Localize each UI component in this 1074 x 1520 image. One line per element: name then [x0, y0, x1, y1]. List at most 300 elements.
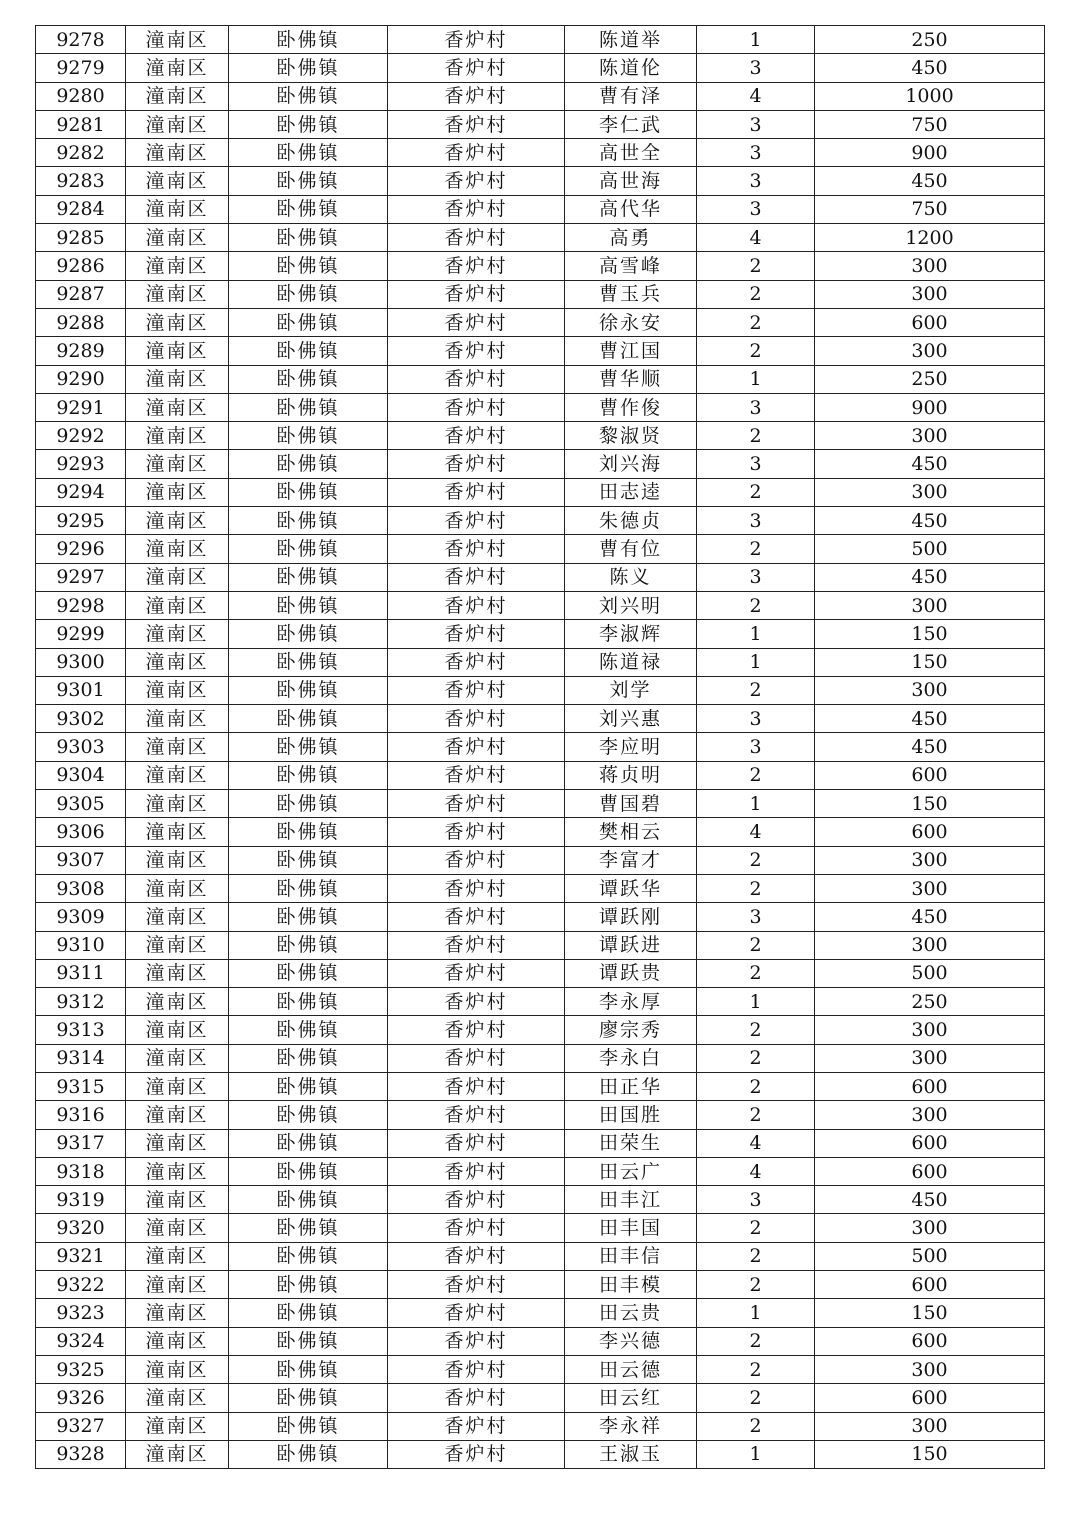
- cell-town: 卧佛镇: [229, 1129, 388, 1157]
- cell-village: 香炉村: [388, 1412, 565, 1440]
- cell-village: 香炉村: [388, 337, 565, 365]
- cell-town: 卧佛镇: [229, 676, 388, 704]
- cell-district: 潼南区: [126, 393, 229, 421]
- cell-town: 卧佛镇: [229, 818, 388, 846]
- table-row: [36, 82, 1045, 110]
- cell-name: 曹作俊: [565, 393, 697, 421]
- cell-name: 谭跃进: [565, 931, 697, 959]
- cell-count: 2: [697, 252, 815, 280]
- cell-count: 3: [697, 705, 815, 733]
- cell-name: 刘兴海: [565, 450, 697, 478]
- table-row: [36, 1129, 1045, 1157]
- cell-amount: 600: [815, 818, 1045, 846]
- cell-number: 9300: [36, 648, 126, 676]
- cell-amount: 300: [815, 1044, 1045, 1072]
- cell-village: 香炉村: [388, 563, 565, 591]
- cell-town: 卧佛镇: [229, 1440, 388, 1468]
- cell-village: 香炉村: [388, 620, 565, 648]
- cell-amount: 450: [815, 705, 1045, 733]
- cell-town: 卧佛镇: [229, 1355, 388, 1383]
- cell-number: 9278: [36, 26, 126, 54]
- cell-district: 潼南区: [126, 874, 229, 902]
- cell-amount: 300: [815, 1101, 1045, 1129]
- cell-town: 卧佛镇: [229, 1072, 388, 1100]
- cell-number: 9288: [36, 308, 126, 336]
- cell-town: 卧佛镇: [229, 1384, 388, 1412]
- cell-name: 田云红: [565, 1384, 697, 1412]
- cell-district: 潼南区: [126, 959, 229, 987]
- cell-amount: 900: [815, 139, 1045, 167]
- cell-name: 李永厚: [565, 988, 697, 1016]
- cell-count: 2: [697, 308, 815, 336]
- cell-district: 潼南区: [126, 1044, 229, 1072]
- cell-village: 香炉村: [388, 1101, 565, 1129]
- cell-number: 9321: [36, 1242, 126, 1270]
- cell-name: 田志逵: [565, 478, 697, 506]
- cell-district: 潼南区: [126, 1299, 229, 1327]
- cell-number: 9293: [36, 450, 126, 478]
- cell-amount: 150: [815, 620, 1045, 648]
- cell-count: 1: [697, 1299, 815, 1327]
- cell-count: 3: [697, 450, 815, 478]
- cell-village: 香炉村: [388, 1384, 565, 1412]
- cell-count: 3: [697, 110, 815, 138]
- cell-number: 9305: [36, 790, 126, 818]
- cell-name: 曹有位: [565, 535, 697, 563]
- cell-number: 9292: [36, 422, 126, 450]
- cell-name: 田丰模: [565, 1271, 697, 1299]
- table-row: [36, 1242, 1045, 1270]
- cell-count: 2: [697, 1016, 815, 1044]
- cell-name: 高代华: [565, 195, 697, 223]
- cell-village: 香炉村: [388, 1440, 565, 1468]
- cell-number: 9290: [36, 365, 126, 393]
- cell-name: 谭跃刚: [565, 903, 697, 931]
- cell-name: 曹国碧: [565, 790, 697, 818]
- table-row: [36, 790, 1045, 818]
- cell-town: 卧佛镇: [229, 1299, 388, 1327]
- cell-count: 4: [697, 1129, 815, 1157]
- cell-amount: 600: [815, 1072, 1045, 1100]
- cell-number: 9316: [36, 1101, 126, 1129]
- cell-village: 香炉村: [388, 393, 565, 421]
- table-row: [36, 535, 1045, 563]
- cell-district: 潼南区: [126, 1016, 229, 1044]
- cell-village: 香炉村: [388, 252, 565, 280]
- cell-amount: 750: [815, 195, 1045, 223]
- table-row: [36, 874, 1045, 902]
- cell-count: 2: [697, 1214, 815, 1242]
- cell-district: 潼南区: [126, 139, 229, 167]
- cell-town: 卧佛镇: [229, 365, 388, 393]
- cell-count: 2: [697, 874, 815, 902]
- cell-number: 9298: [36, 591, 126, 619]
- cell-count: 3: [697, 54, 815, 82]
- cell-district: 潼南区: [126, 507, 229, 535]
- cell-count: 3: [697, 733, 815, 761]
- cell-name: 李应明: [565, 733, 697, 761]
- cell-number: 9282: [36, 139, 126, 167]
- cell-count: 2: [697, 959, 815, 987]
- cell-village: 香炉村: [388, 1044, 565, 1072]
- table-row: [36, 1214, 1045, 1242]
- cell-name: 谭跃华: [565, 874, 697, 902]
- table-row: [36, 478, 1045, 506]
- cell-count: 2: [697, 1327, 815, 1355]
- cell-amount: 250: [815, 26, 1045, 54]
- cell-village: 香炉村: [388, 733, 565, 761]
- cell-town: 卧佛镇: [229, 563, 388, 591]
- cell-town: 卧佛镇: [229, 620, 388, 648]
- table-row: [36, 110, 1045, 138]
- cell-town: 卧佛镇: [229, 535, 388, 563]
- cell-name: 蒋贞明: [565, 761, 697, 789]
- table-row: [36, 1384, 1045, 1412]
- cell-number: 9327: [36, 1412, 126, 1440]
- table-row: [36, 450, 1045, 478]
- cell-amount: 300: [815, 846, 1045, 874]
- cell-count: 2: [697, 422, 815, 450]
- cell-number: 9325: [36, 1355, 126, 1383]
- cell-village: 香炉村: [388, 874, 565, 902]
- cell-district: 潼南区: [126, 280, 229, 308]
- table-row: [36, 139, 1045, 167]
- cell-town: 卧佛镇: [229, 252, 388, 280]
- cell-amount: 450: [815, 167, 1045, 195]
- cell-number: 9314: [36, 1044, 126, 1072]
- cell-name: 田云贵: [565, 1299, 697, 1327]
- cell-village: 香炉村: [388, 82, 565, 110]
- cell-town: 卧佛镇: [229, 988, 388, 1016]
- cell-town: 卧佛镇: [229, 195, 388, 223]
- cell-amount: 300: [815, 1214, 1045, 1242]
- cell-number: 9313: [36, 1016, 126, 1044]
- cell-number: 9311: [36, 959, 126, 987]
- cell-town: 卧佛镇: [229, 1271, 388, 1299]
- cell-district: 潼南区: [126, 365, 229, 393]
- cell-count: 3: [697, 507, 815, 535]
- cell-number: 9328: [36, 1440, 126, 1468]
- cell-town: 卧佛镇: [229, 591, 388, 619]
- table-row: [36, 1440, 1045, 1468]
- cell-district: 潼南区: [126, 478, 229, 506]
- cell-town: 卧佛镇: [229, 903, 388, 931]
- cell-village: 香炉村: [388, 1129, 565, 1157]
- cell-village: 香炉村: [388, 846, 565, 874]
- cell-number: 9287: [36, 280, 126, 308]
- cell-village: 香炉村: [388, 507, 565, 535]
- cell-district: 潼南区: [126, 1101, 229, 1129]
- cell-name: 曹有泽: [565, 82, 697, 110]
- cell-district: 潼南区: [126, 422, 229, 450]
- cell-amount: 150: [815, 1440, 1045, 1468]
- cell-name: 高雪峰: [565, 252, 697, 280]
- cell-number: 9322: [36, 1271, 126, 1299]
- table-row: [36, 705, 1045, 733]
- cell-count: 2: [697, 1271, 815, 1299]
- cell-name: 曹华顺: [565, 365, 697, 393]
- cell-village: 香炉村: [388, 818, 565, 846]
- cell-district: 潼南区: [126, 761, 229, 789]
- table-row: [36, 1271, 1045, 1299]
- table-row: [36, 818, 1045, 846]
- cell-amount: 1000: [815, 82, 1045, 110]
- cell-town: 卧佛镇: [229, 224, 388, 252]
- cell-district: 潼南区: [126, 1129, 229, 1157]
- table-row: [36, 393, 1045, 421]
- cell-village: 香炉村: [388, 648, 565, 676]
- cell-name: 李永白: [565, 1044, 697, 1072]
- cell-number: 9279: [36, 54, 126, 82]
- cell-name: 刘学: [565, 676, 697, 704]
- table-row: [36, 1186, 1045, 1214]
- table-row: [36, 1299, 1045, 1327]
- cell-town: 卧佛镇: [229, 393, 388, 421]
- cell-amount: 600: [815, 1129, 1045, 1157]
- cell-district: 潼南区: [126, 563, 229, 591]
- cell-name: 陈道举: [565, 26, 697, 54]
- cell-district: 潼南区: [126, 450, 229, 478]
- table-row: [36, 252, 1045, 280]
- cell-count: 4: [697, 818, 815, 846]
- cell-amount: 150: [815, 1299, 1045, 1327]
- table-row: [36, 26, 1045, 54]
- table-row: [36, 195, 1045, 223]
- cell-district: 潼南区: [126, 1384, 229, 1412]
- cell-town: 卧佛镇: [229, 761, 388, 789]
- cell-count: 3: [697, 903, 815, 931]
- table-row: [36, 365, 1045, 393]
- cell-amount: 300: [815, 874, 1045, 902]
- cell-amount: 300: [815, 676, 1045, 704]
- cell-number: 9323: [36, 1299, 126, 1327]
- cell-town: 卧佛镇: [229, 1157, 388, 1185]
- table-row: [36, 422, 1045, 450]
- cell-town: 卧佛镇: [229, 648, 388, 676]
- cell-district: 潼南区: [126, 846, 229, 874]
- cell-number: 9304: [36, 761, 126, 789]
- table-row: [36, 1072, 1045, 1100]
- cell-number: 9302: [36, 705, 126, 733]
- cell-name: 李淑辉: [565, 620, 697, 648]
- cell-district: 潼南区: [126, 1412, 229, 1440]
- cell-number: 9281: [36, 110, 126, 138]
- cell-town: 卧佛镇: [229, 337, 388, 365]
- table-row: [36, 167, 1045, 195]
- cell-amount: 300: [815, 1355, 1045, 1383]
- cell-village: 香炉村: [388, 1157, 565, 1185]
- cell-town: 卧佛镇: [229, 1016, 388, 1044]
- cell-count: 2: [697, 535, 815, 563]
- cell-number: 9307: [36, 846, 126, 874]
- cell-town: 卧佛镇: [229, 450, 388, 478]
- cell-district: 潼南区: [126, 705, 229, 733]
- cell-village: 香炉村: [388, 224, 565, 252]
- cell-town: 卧佛镇: [229, 422, 388, 450]
- cell-district: 潼南区: [126, 676, 229, 704]
- cell-district: 潼南区: [126, 818, 229, 846]
- cell-number: 9308: [36, 874, 126, 902]
- cell-town: 卧佛镇: [229, 1412, 388, 1440]
- table-row: [36, 620, 1045, 648]
- table-row: [36, 224, 1045, 252]
- cell-number: 9324: [36, 1327, 126, 1355]
- cell-district: 潼南区: [126, 535, 229, 563]
- cell-village: 香炉村: [388, 676, 565, 704]
- table-row: [36, 733, 1045, 761]
- cell-district: 潼南区: [126, 252, 229, 280]
- cell-village: 香炉村: [388, 1327, 565, 1355]
- cell-amount: 1200: [815, 224, 1045, 252]
- cell-number: 9306: [36, 818, 126, 846]
- cell-amount: 450: [815, 563, 1045, 591]
- cell-number: 9312: [36, 988, 126, 1016]
- cell-name: 曹玉兵: [565, 280, 697, 308]
- table-row: [36, 280, 1045, 308]
- cell-name: 高世全: [565, 139, 697, 167]
- table-row: [36, 988, 1045, 1016]
- cell-amount: 600: [815, 1384, 1045, 1412]
- cell-name: 廖宗秀: [565, 1016, 697, 1044]
- cell-count: 1: [697, 988, 815, 1016]
- cell-district: 潼南区: [126, 620, 229, 648]
- cell-amount: 500: [815, 1242, 1045, 1270]
- cell-district: 潼南区: [126, 648, 229, 676]
- cell-count: 2: [697, 931, 815, 959]
- table-row: [36, 931, 1045, 959]
- table-row: [36, 1157, 1045, 1185]
- cell-town: 卧佛镇: [229, 478, 388, 506]
- cell-number: 9283: [36, 167, 126, 195]
- cell-village: 香炉村: [388, 54, 565, 82]
- cell-village: 香炉村: [388, 535, 565, 563]
- table-row: [36, 1412, 1045, 1440]
- cell-town: 卧佛镇: [229, 54, 388, 82]
- cell-amount: 250: [815, 988, 1045, 1016]
- cell-village: 香炉村: [388, 903, 565, 931]
- table-row: [36, 676, 1045, 704]
- cell-amount: 150: [815, 790, 1045, 818]
- cell-village: 香炉村: [388, 1242, 565, 1270]
- cell-count: 4: [697, 82, 815, 110]
- cell-village: 香炉村: [388, 1271, 565, 1299]
- cell-count: 1: [697, 620, 815, 648]
- cell-name: 徐永安: [565, 308, 697, 336]
- cell-district: 潼南区: [126, 790, 229, 818]
- cell-name: 陈道禄: [565, 648, 697, 676]
- cell-count: 1: [697, 790, 815, 818]
- cell-village: 香炉村: [388, 110, 565, 138]
- cell-amount: 300: [815, 1016, 1045, 1044]
- data-table: [35, 25, 1045, 1469]
- cell-amount: 150: [815, 648, 1045, 676]
- cell-number: 9291: [36, 393, 126, 421]
- cell-town: 卧佛镇: [229, 167, 388, 195]
- cell-name: 田荣生: [565, 1129, 697, 1157]
- cell-number: 9319: [36, 1186, 126, 1214]
- cell-number: 9301: [36, 676, 126, 704]
- table-row: [36, 648, 1045, 676]
- cell-district: 潼南区: [126, 308, 229, 336]
- cell-number: 9296: [36, 535, 126, 563]
- cell-amount: 600: [815, 308, 1045, 336]
- cell-amount: 450: [815, 903, 1045, 931]
- cell-number: 9303: [36, 733, 126, 761]
- cell-name: 樊相云: [565, 818, 697, 846]
- cell-village: 香炉村: [388, 591, 565, 619]
- cell-town: 卧佛镇: [229, 959, 388, 987]
- cell-number: 9294: [36, 478, 126, 506]
- cell-count: 3: [697, 393, 815, 421]
- cell-district: 潼南区: [126, 903, 229, 931]
- cell-district: 潼南区: [126, 1072, 229, 1100]
- cell-district: 潼南区: [126, 54, 229, 82]
- cell-amount: 450: [815, 733, 1045, 761]
- cell-district: 潼南区: [126, 591, 229, 619]
- table-row: [36, 591, 1045, 619]
- cell-count: 3: [697, 139, 815, 167]
- cell-amount: 500: [815, 959, 1045, 987]
- cell-village: 香炉村: [388, 26, 565, 54]
- cell-district: 潼南区: [126, 931, 229, 959]
- cell-count: 2: [697, 1101, 815, 1129]
- table-row: [36, 903, 1045, 931]
- cell-count: 2: [697, 280, 815, 308]
- table-row: [36, 1355, 1045, 1383]
- cell-number: 9284: [36, 195, 126, 223]
- cell-village: 香炉村: [388, 1016, 565, 1044]
- cell-amount: 450: [815, 450, 1045, 478]
- cell-count: 2: [697, 1242, 815, 1270]
- table-row: [36, 1044, 1045, 1072]
- cell-district: 潼南区: [126, 1214, 229, 1242]
- cell-number: 9285: [36, 224, 126, 252]
- cell-village: 香炉村: [388, 705, 565, 733]
- cell-village: 香炉村: [388, 308, 565, 336]
- cell-village: 香炉村: [388, 195, 565, 223]
- cell-name: 黎淑贤: [565, 422, 697, 450]
- cell-name: 田丰信: [565, 1242, 697, 1270]
- cell-village: 香炉村: [388, 280, 565, 308]
- cell-village: 香炉村: [388, 1186, 565, 1214]
- cell-name: 田正华: [565, 1072, 697, 1100]
- cell-amount: 600: [815, 1157, 1045, 1185]
- cell-amount: 250: [815, 365, 1045, 393]
- cell-village: 香炉村: [388, 167, 565, 195]
- cell-town: 卧佛镇: [229, 1327, 388, 1355]
- cell-count: 3: [697, 195, 815, 223]
- cell-town: 卧佛镇: [229, 507, 388, 535]
- cell-count: 1: [697, 648, 815, 676]
- cell-district: 潼南区: [126, 1186, 229, 1214]
- table-row: [36, 1101, 1045, 1129]
- cell-village: 香炉村: [388, 790, 565, 818]
- cell-village: 香炉村: [388, 422, 565, 450]
- cell-town: 卧佛镇: [229, 705, 388, 733]
- cell-amount: 300: [815, 252, 1045, 280]
- cell-number: 9289: [36, 337, 126, 365]
- cell-name: 陈道伦: [565, 54, 697, 82]
- cell-amount: 300: [815, 337, 1045, 365]
- cell-district: 潼南区: [126, 988, 229, 1016]
- cell-amount: 300: [815, 478, 1045, 506]
- cell-count: 2: [697, 676, 815, 704]
- cell-number: 9299: [36, 620, 126, 648]
- cell-town: 卧佛镇: [229, 26, 388, 54]
- table-row: [36, 1016, 1045, 1044]
- cell-name: 田丰国: [565, 1214, 697, 1242]
- cell-district: 潼南区: [126, 195, 229, 223]
